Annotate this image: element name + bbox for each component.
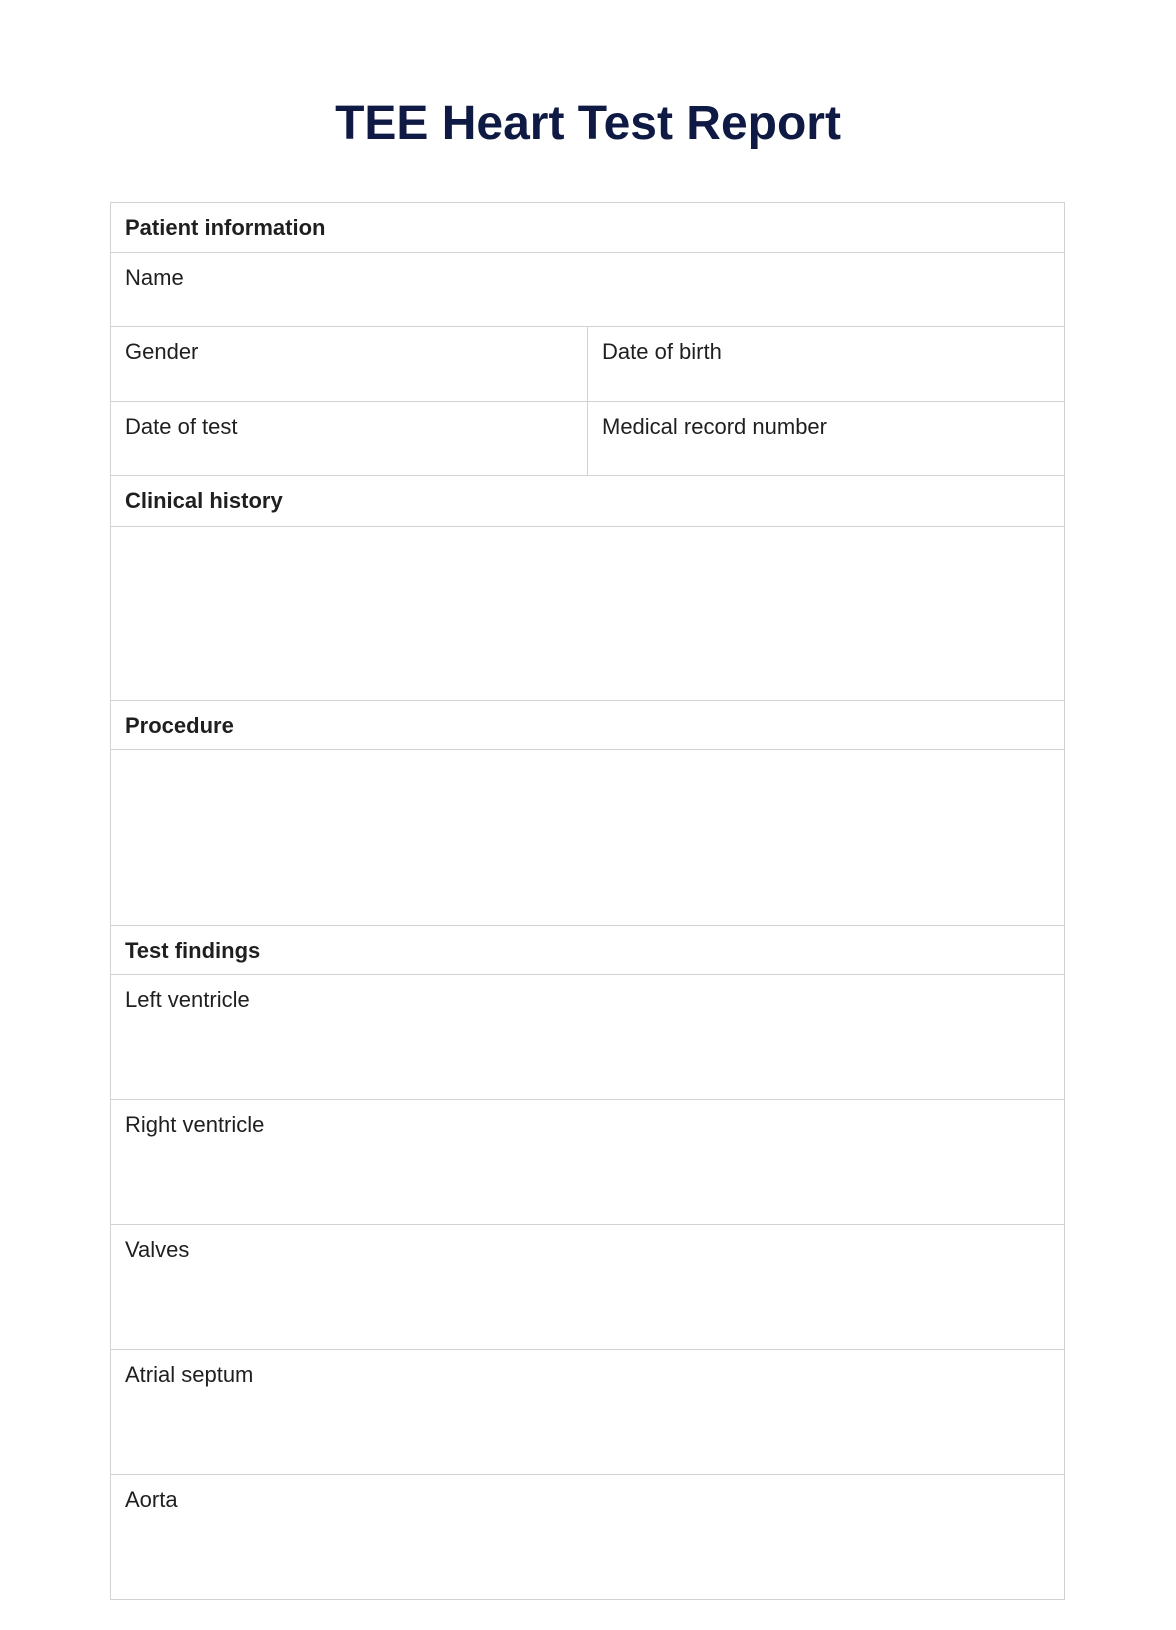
atrial-septum-field[interactable]: Atrial septum — [125, 1362, 254, 1387]
gender-field[interactable]: Gender — [125, 339, 199, 364]
field-row-aorta — [111, 1474, 1064, 1599]
section-header-test-findings — [111, 925, 1064, 974]
medical-record-number-field[interactable]: Medical record number — [587, 402, 1064, 475]
date-of-birth-field[interactable]: Date of birth — [587, 327, 1064, 401]
field-row-atrial-septum — [111, 1349, 1064, 1474]
section-header-clinical-history — [111, 475, 1064, 526]
left-ventricle-field[interactable]: Left ventricle — [125, 987, 250, 1012]
procedure-input-area[interactable] — [111, 750, 1064, 925]
field-row-right-ventricle — [111, 1099, 1064, 1224]
field-row-gender-dob — [111, 326, 1064, 401]
clinical-history-field — [111, 526, 1064, 700]
report-form — [110, 202, 1065, 1600]
field-row-test-date-mrn — [111, 401, 1064, 475]
procedure-field — [111, 749, 1064, 925]
section-title: Clinical history — [125, 488, 283, 513]
section-title: Procedure — [125, 713, 234, 738]
aorta-field[interactable]: Aorta — [125, 1487, 178, 1512]
clinical-history-input-area[interactable] — [111, 527, 1064, 700]
field-row-valves — [111, 1224, 1064, 1349]
section-header-patient-information — [111, 203, 1064, 252]
page-title: TEE Heart Test Report — [335, 97, 841, 150]
field-row-name — [111, 252, 1064, 326]
section-title: Test findings — [125, 938, 261, 963]
section-header-procedure — [111, 700, 1064, 749]
date-of-test-field[interactable]: Date of test — [125, 414, 238, 439]
field-row-left-ventricle — [111, 974, 1064, 1099]
section-title: Patient information — [125, 215, 326, 240]
right-ventricle-field[interactable]: Right ventricle — [125, 1112, 265, 1137]
valves-field[interactable]: Valves — [125, 1237, 190, 1262]
name-field[interactable]: Name — [125, 265, 184, 290]
